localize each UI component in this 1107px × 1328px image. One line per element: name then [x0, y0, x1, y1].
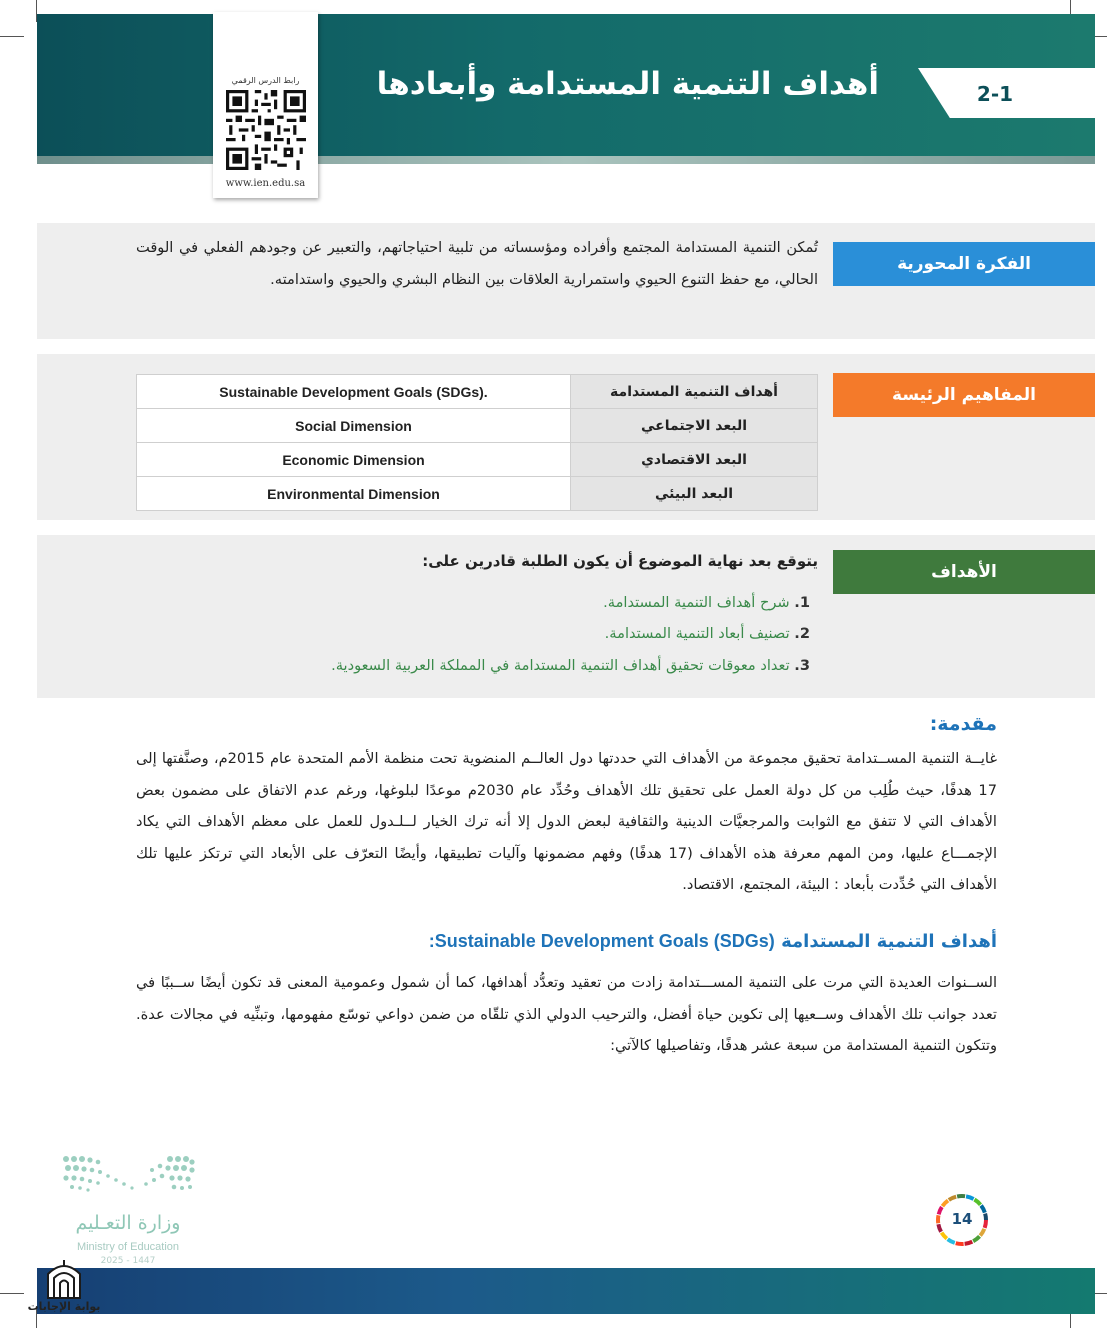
edition-year: 2025 - 1447: [100, 1256, 156, 1266]
page-number: 14: [951, 1210, 973, 1228]
footer-bar: [37, 1268, 1095, 1314]
sdg-heading: [429, 931, 997, 952]
table-row: [137, 375, 818, 409]
objective-number: 1.: [794, 594, 810, 611]
objective-item: [331, 657, 810, 674]
sdg-heading-english: Sustainable Development Goals (SDGs):: [428, 931, 775, 951]
sdg-text: الســنوات العديدة التي مرت على التنمية المســـتدامة زادت من تعقيد وتعدُّد أهدافها، كما أن شمول وعمومية المعنى قد تكون أيضًا ســببًا في تعدد جوانب تلك الأهداف وســعيها إلى تكوين حياة أفضل، والترحيب الدولي الذي تلقّاه من ضمن دواعي توسّع مفهومها، وتبنِّيه في مجالات عدة. وتتكون التنمية المستدامة من سبعة عشر هدفًا، وتفاصيلها كالآتي:: [136, 974, 997, 1054]
objective-number: 2.: [794, 625, 810, 642]
qr-url[interactable]: www.ien.edu.sa: [225, 178, 306, 189]
concept-english: Sustainable Development Goals (SDGs).: [137, 375, 571, 409]
concept-arabic: أهداف التنمية المستدامة: [571, 375, 818, 409]
ministry-name-arabic: وزارة التعـليم: [75, 1212, 181, 1234]
concept-arabic: البعد البيئي: [571, 477, 818, 511]
introduction-text: غايــة التنمية المســتدامة تحقيق مجموعة من الأهداف التي حددتها دول العالــم المنضوية تحت منظمة الأمم المتحدة عام 2015م، وصنَّفتها إلى 17 هدفًا، حيث طُلِب من كل دولة العمل على تحقيق تلك الأهداف وحُدِّد عام 2030م موعدًا لبلوغها، ورغم عدم الاتفاق على مضمون بعض الأهداف التي لا تتفق مع الثوابت والمرجعيَّات الدينية والثقافية لبعض الدول إلا أنه ترك الخيار لــلـدول للعمل على معظم الأهداف التي يكاد الإجمـــاع عليها، ومن المهم معرفة هذه الأهداف (17 هدفًا) وفهم مضمونها وآليات تطبيقها، وأيضًا التعرّف على الأبعاد التي ترتكز عليها تلك الأهداف التي حُدِّدت بأبعاد : البيئة، المجتمع، الاقتصاد.: [136, 750, 997, 893]
qr-label: رابط الدرس الرقمي: [231, 76, 300, 85]
ministry-name-english: Ministry of Education: [76, 1241, 180, 1253]
sdg-heading-arabic: أهداف التنمية المستدامة: [781, 931, 997, 952]
objective-number: 3.: [794, 657, 810, 674]
key-concepts-table: [136, 374, 818, 511]
objective-text: تصنيف أبعاد التنمية المستدامة.: [604, 625, 790, 642]
objectives-label: الأهداف: [833, 550, 1095, 594]
objective-text: تعداد معوقات تحقيق أهداف التنمية المستدامة في المملكة العربية السعودية.: [331, 657, 790, 674]
core-idea-text: تُمكن التنمية المستدامة المجتمع وأفراده ومؤسساته من تلبية احتياجاتهم، والتعبير عن وجودهم الفعلي في الوقت الحالي، مع حفظ التنوع الحيوي واستمرارية العلاقات بين النظام البشري والحيوي واستدامته.: [136, 239, 818, 288]
ministry-logo-icon: [62, 1154, 196, 1200]
digital-lesson-card[interactable]: [213, 12, 318, 198]
portal-logo-icon: [44, 1256, 84, 1300]
objective-item: [603, 594, 810, 611]
portal-name: بوابة الإجابات: [27, 1300, 101, 1313]
concept-arabic: البعد الاجتماعي: [571, 409, 818, 443]
concept-arabic: البعد الاقتصادي: [571, 443, 818, 477]
objective-item: [605, 625, 810, 642]
qr-code-icon[interactable]: [226, 90, 306, 170]
concept-english: Social Dimension: [137, 409, 571, 443]
objective-text: شرح أهداف التنمية المستدامة.: [603, 594, 790, 611]
introduction-heading: مقدمة:: [929, 713, 997, 735]
concept-english: Environmental Dimension: [137, 477, 571, 511]
header-strip: [37, 156, 1095, 164]
lesson-title: أهداف التنمية المستدامة وأبعادها: [376, 66, 879, 102]
lesson-number: 2-1: [976, 82, 1014, 106]
core-idea-label: الفكرة المحورية: [833, 242, 1095, 286]
concept-english: Economic Dimension: [137, 443, 571, 477]
crop-mark: [0, 36, 24, 37]
table-row: [137, 409, 818, 443]
table-row: [137, 477, 818, 511]
objectives-intro: يتوقع بعد نهاية الموضوع أن يكون الطلبة قادرين على:: [422, 552, 818, 570]
table-row: [137, 443, 818, 477]
crop-mark: [0, 1293, 24, 1294]
key-concepts-label: المفاهيم الرئيسة: [833, 373, 1095, 417]
